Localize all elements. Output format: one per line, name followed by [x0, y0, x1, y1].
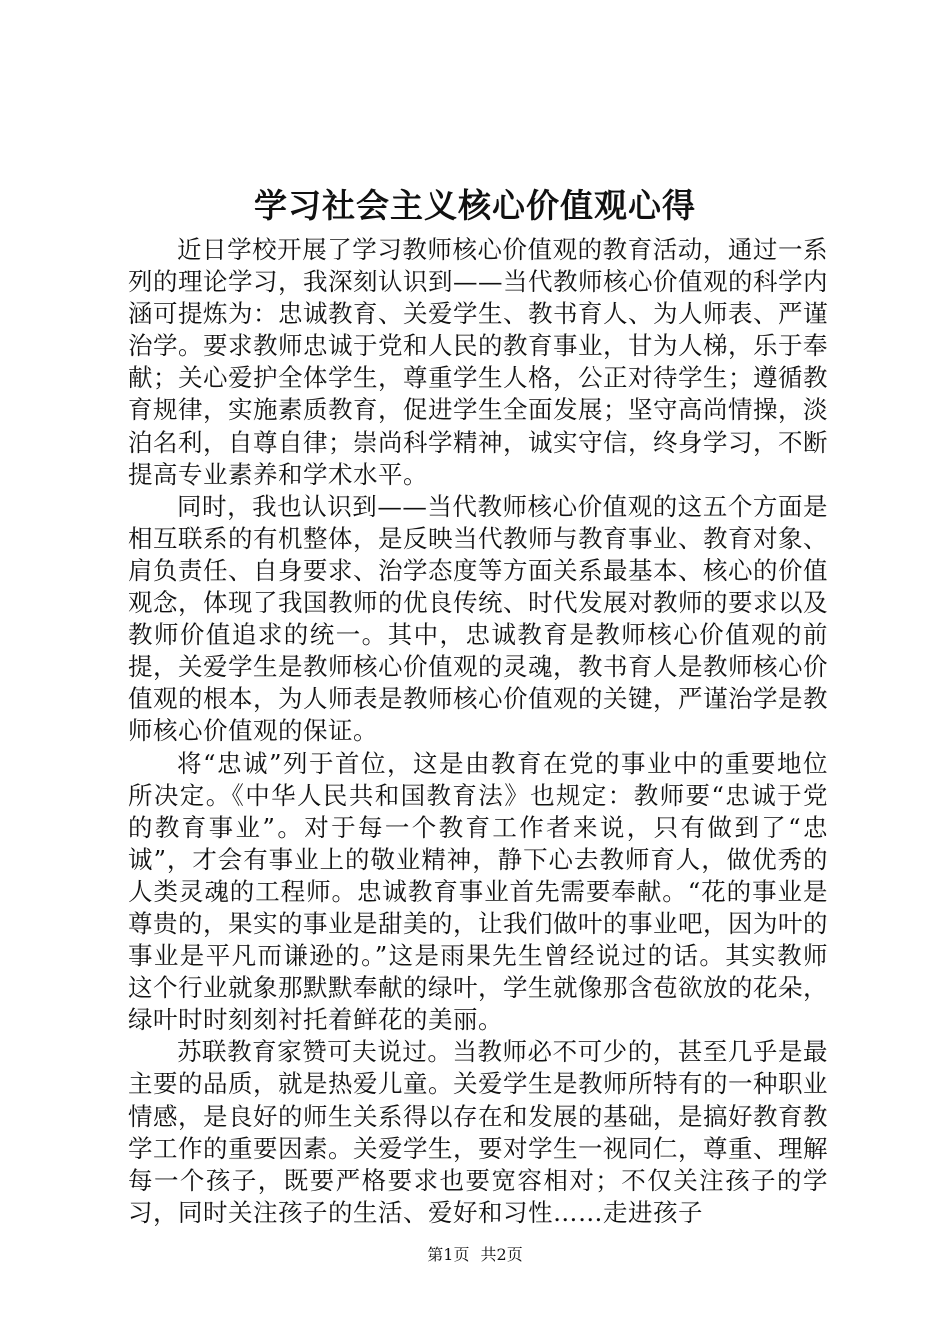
page-number: 第1页 — [427, 1245, 470, 1264]
paragraph: 将“忠诚”列于首位，这是由教育在党的事业中的重要地位所决定。《中华人民共和国教育法》也规定：教师要“忠诚于党的教育事业”。对于每一个教育工作者来说，只有做到了“忠诚”，才会有事业上的敬业精神，静下心去教师育人，做优秀的人类灵魂的工程师。忠诚教育事业首先需要奉献。“花的事业是尊贵的，果实的事业是甜美的，让我们做叶的事业吧，因为叶的事业是平凡而谦逊的。”这是雨果先生曾经说过的话。其实教师这个行业就象那默默奉献的绿叶，学生就像那含苞欲放的花朵，绿叶时时刻刻衬托着鲜花的美丽。 — [128, 748, 828, 1035]
page-footer — [0, 1244, 950, 1266]
paragraph: 近日学校开展了学习教师核心价值观的教育活动，通过一系列的理论学习，我深刻认识到——当代教师核心价值观的科学内涵可提炼为：忠诚教育、关爱学生、教书育人、为人师表、严谨治学。要求教师忠诚于党和人民的教育事业，甘为人梯，乐于奉献；关心爱护全体学生，尊重学生人格，公正对待学生；遵循教育规律，实施素质教育，促进学生全面发展；坚守高尚情操，淡泊名利，自尊自律；崇尚科学精神，诚实守信，终身学习，不断提高专业素养和学术水平。 — [128, 235, 828, 489]
document-body — [128, 234, 828, 1229]
document-title: 学习社会主义核心价值观心得 — [254, 186, 696, 225]
paragraph: 同时，我也认识到——当代教师核心价值观的这五个方面是相互联系的有机整体，是反映当代教师与教育事业、教育对象、肩负责任、自身要求、治学态度等方面关系最基本、核心的价值观念，体现了我国教师的优良传统、时代发展对教师的要求以及教师价值追求的统一。其中，忠诚教育是教师核心价值观的前提，关爱学生是教师核心价值观的灵魂，教书育人是教师核心价值观的根本，为人师表是教师核心价值观的关键，严谨治学是教师核心价值观的保证。 — [128, 491, 828, 746]
page-total: 共2页 — [480, 1245, 523, 1264]
paragraph: 苏联教育家赞可夫说过。当教师必不可少的，甚至几乎是最主要的品质，就是热爱儿童。关爱学生是教师所特有的一种职业情感，是良好的师生关系得以存在和发展的基础，是搞好教育教学工作的重要因素。关爱学生，要对学生一视同仁，尊重、理解每一个孩子，既要严格要求也要宽容相对；不仅关注孩子的学习，同时关注孩子的生活、爱好和习性……走进孩子 — [128, 1037, 828, 1227]
